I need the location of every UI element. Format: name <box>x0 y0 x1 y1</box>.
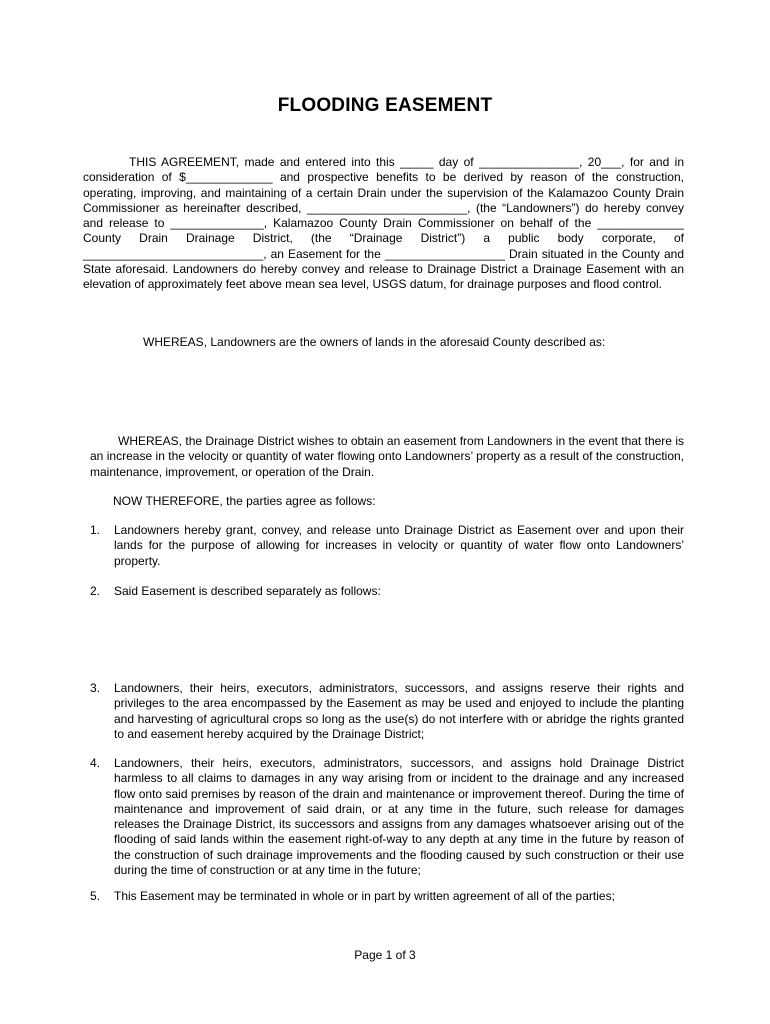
now-therefore-paragraph: NOW THEREFORE, the parties agree as follows: <box>113 494 376 508</box>
list-item-text: Landowners, their heirs, executors, administrators, successors, and assigns reserve their rights and privileges to the area encompassed by the Easement as may be used and enjoyed to include the planting and harvesting of agricultural crops so long as the use(s) do not interfere with or abridge the rights granted to and easement hereby acquired by the Drainage District; <box>114 681 684 741</box>
list-item <box>90 681 684 742</box>
intro-paragraph <box>83 155 684 293</box>
whereas-district-paragraph <box>90 434 684 480</box>
list-item-text: This Easement may be terminated in whole or in part by written agreement of all of the parties; <box>114 889 615 903</box>
list-item-number: 1. <box>90 523 101 537</box>
list-item-number: 5. <box>90 889 101 903</box>
list-item-text: Said Easement is described separately as follows: <box>114 584 381 598</box>
list-item-text: Landowners, their heirs, executors, administrators, successors, and assigns hold Drainage District harmless to all claims to damages in any way arising from or incident to the drainage and any increased flow onto said premises by reason of the drain and maintenance or improvement thereof. During the time of maintenance and improvement of said drain, or at any time in the future, such release for damages releases the Drainage District, its successors and assigns from any damages whatsoever arising out of the flooding of said lands within the easement right-of-way to any depth at any time in the future by reason of the construction of such drainage improvements and the flooding caused by such construction or their use during the time of construction or at any time in the future; <box>114 756 684 878</box>
whereas-lands-paragraph: WHEREAS, Landowners are the owners of lands in the aforesaid County described as: <box>143 335 606 349</box>
list-item <box>90 889 684 904</box>
list-item-number: 2. <box>90 584 101 598</box>
page-number-footer: Page 1 of 3 <box>354 948 416 962</box>
list-item <box>90 584 684 599</box>
list-item <box>90 756 684 878</box>
list-item-text: Landowners hereby grant, convey, and release unto Drainage District as Easement over and upon their lands for the purpose of allowing for increases in velocity or quantity of water flow onto Landowners’ property. <box>114 523 684 568</box>
list-item <box>90 523 684 569</box>
document-title: FLOODING EASEMENT <box>277 95 493 116</box>
intro-text: THIS AGREEMENT, made and entered into this _____ day of _______________, 20___, for and in consideration of $_____________ and prospective benefits to be derived by reason of the construction, operating, improving, and maintaining of a certain Drain under the supervision of the Kalamazoo County Drain Commissioner as hereinafter described, ________________________, (the “Landowners”) do hereby convey and release to ______________, Kalamazoo County Drain Commissioner on behalf of the _____________ County Drain Drainage District, (the “Drainage District”) a public body corporate, of ___________________________, an Easement for the __________________ Drain situated in the County and State aforesaid. Landowners do hereby convey and release to Drainage District a Drainage Easement with an elevation of approximately feet above mean sea level, USGS datum, for drainage purposes and flood control. <box>83 155 684 292</box>
list-item-number: 3. <box>90 681 101 695</box>
list-item-number: 4. <box>90 756 101 770</box>
whereas-district-text: WHEREAS, the Drainage District wishes to obtain an easement from Landowners in the event that there is an increase in the velocity or quantity of water flowing onto Landowners’ property as a result of the construction, maintenance, improvement, or operation of the Drain. <box>90 434 684 479</box>
